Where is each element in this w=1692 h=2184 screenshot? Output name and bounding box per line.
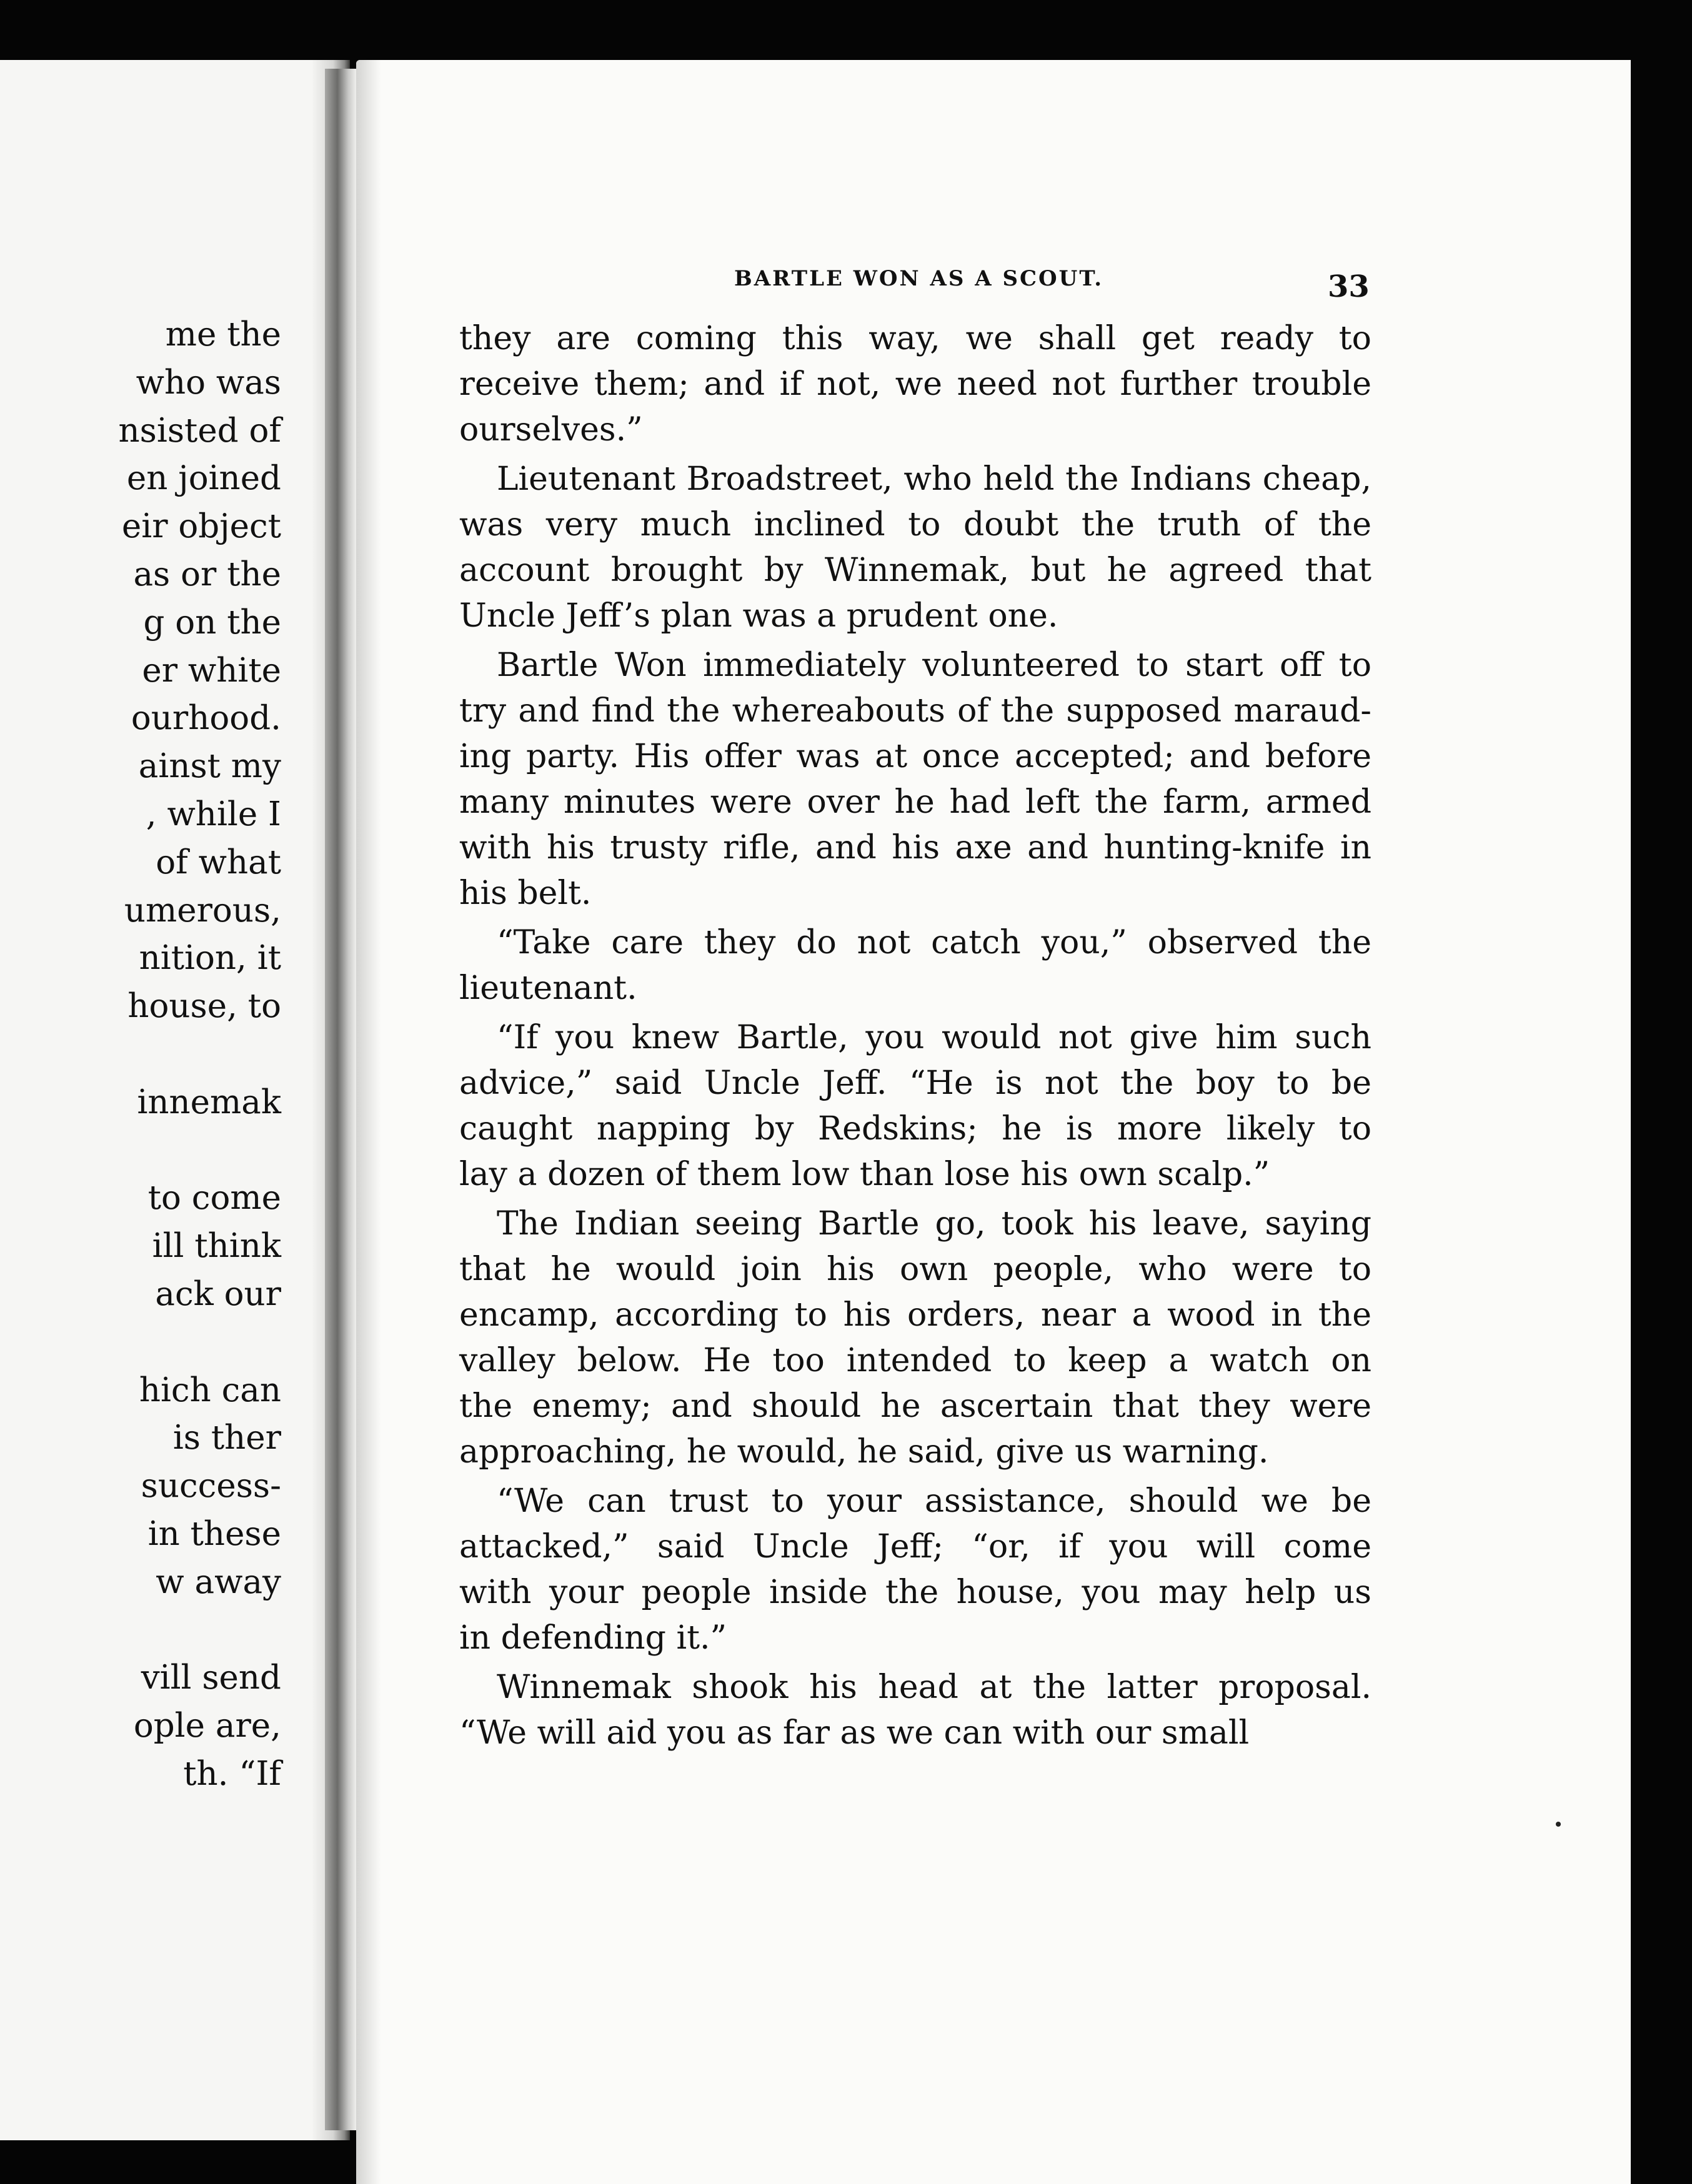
previous-page-line: who was bbox=[136, 363, 281, 402]
previous-page-line: house, to bbox=[127, 987, 281, 1026]
paragraph bbox=[459, 457, 1371, 639]
text-line: advice,” said Uncle Jeff. “He is not the boy to be bbox=[459, 1065, 1371, 1102]
previous-page bbox=[0, 60, 350, 2140]
text-line: was very much inclined to doubt the truth of the bbox=[459, 506, 1371, 544]
text-line: Bartle Won immediately volunteered to start off to bbox=[497, 647, 1371, 684]
text-line: attacked,” said Uncle Jeff; “or, if you will come bbox=[459, 1528, 1371, 1566]
text-line: receive them; and if not, we need not further trouble bbox=[459, 365, 1371, 403]
text-line: many minutes were over he had left the farm, armed bbox=[459, 783, 1371, 821]
previous-page-line: of what bbox=[156, 843, 281, 881]
page-number: 33 bbox=[1328, 269, 1370, 304]
previous-page-line: ainst my bbox=[138, 747, 281, 786]
text-line: with your people inside the house, you may help us bbox=[459, 1574, 1371, 1611]
previous-page-line: er white bbox=[142, 651, 281, 690]
previous-page-line: hich can bbox=[139, 1371, 281, 1409]
text-line: with his trusty rifle, and his axe and hunting-knife in bbox=[459, 829, 1371, 866]
paragraph-gap bbox=[459, 1756, 1371, 1760]
text-line: they are coming this way, we shall get ready to bbox=[459, 320, 1371, 357]
text-line: Winnemak shook his head at the latter proposal. bbox=[497, 1669, 1371, 1706]
text-line: encamp, according to his orders, near a wood in the bbox=[459, 1296, 1371, 1334]
previous-page-line: eir object bbox=[121, 507, 281, 546]
previous-page-line: ack our bbox=[155, 1275, 281, 1313]
previous-page-line: nition, it bbox=[139, 939, 281, 978]
previous-page-line: as or the bbox=[133, 555, 281, 593]
text-line: The Indian seeing Bartle go, took his leave, saying bbox=[497, 1205, 1371, 1243]
book-spine bbox=[325, 69, 356, 2130]
text-line: “Take care they do not catch you,” observed the bbox=[497, 924, 1371, 961]
paragraph bbox=[459, 316, 1371, 453]
scan-speck bbox=[1556, 1822, 1561, 1827]
text-line: that he would join his own people, who were to bbox=[459, 1251, 1371, 1288]
paragraph bbox=[459, 643, 1371, 916]
previous-page-line: nsisted of bbox=[118, 411, 281, 450]
running-head: BARTLE WON AS A SCOUT. bbox=[734, 266, 1104, 291]
paragraph bbox=[459, 920, 1371, 1011]
page-body-text bbox=[459, 316, 1371, 1760]
text-line: “We can trust to your assistance, should we be bbox=[497, 1482, 1371, 1520]
text-line: approaching, he would, he said, give us warning. bbox=[459, 1433, 1269, 1471]
text-line: lay a dozen of them low than lose his own scalp.” bbox=[459, 1156, 1270, 1193]
text-line: Lieutenant Broadstreet, who held the Indians cheap, bbox=[497, 460, 1371, 498]
text-line: account brought by Winnemak, but he agreed that bbox=[459, 552, 1371, 589]
text-line: ing party. His offer was at once accepted; and before bbox=[459, 738, 1371, 775]
current-page bbox=[356, 60, 1631, 2184]
previous-page-line: g on the bbox=[143, 603, 281, 642]
text-line: lieutenant. bbox=[459, 970, 637, 1007]
previous-page-line: w away bbox=[156, 1562, 281, 1601]
previous-page-line: success- bbox=[141, 1467, 281, 1506]
previous-page-line: ill think bbox=[152, 1227, 281, 1266]
previous-page-line: ourhood. bbox=[131, 699, 281, 738]
previous-page-line: th. “If bbox=[183, 1755, 281, 1793]
previous-page-line: , while I bbox=[146, 795, 281, 833]
previous-page-line: en joined bbox=[126, 459, 281, 498]
previous-page-line: to come bbox=[147, 1179, 281, 1218]
previous-page-line: innemak bbox=[137, 1083, 281, 1121]
paragraph bbox=[459, 1665, 1371, 1756]
previous-page-line: is ther bbox=[172, 1419, 281, 1457]
text-line: his belt. bbox=[459, 875, 592, 912]
text-line: ourselves.” bbox=[459, 411, 643, 449]
text-line: Uncle Jeff’s plan was a prudent one. bbox=[459, 597, 1058, 635]
text-line: try and find the whereabouts of the supposed maraud- bbox=[459, 692, 1371, 730]
previous-page-line: ople are, bbox=[133, 1707, 281, 1745]
text-line: “If you knew Bartle, you would not give him such bbox=[497, 1019, 1371, 1056]
text-line: caught napping by Redskins; he is more likely to bbox=[459, 1110, 1371, 1148]
previous-page-line: in these bbox=[147, 1515, 281, 1553]
paragraph bbox=[459, 1015, 1371, 1198]
text-line: “We will aid you as far as we can with our small bbox=[459, 1714, 1250, 1752]
previous-page-line: vill send bbox=[141, 1659, 281, 1697]
text-line: valley below. He too intended to keep a watch on bbox=[459, 1342, 1371, 1379]
page-edge-shade bbox=[356, 60, 381, 2184]
text-line: the enemy; and should he ascertain that they were bbox=[459, 1387, 1371, 1425]
paragraph bbox=[459, 1201, 1371, 1475]
text-line: in defending it.” bbox=[459, 1619, 727, 1657]
previous-page-line: me the bbox=[165, 315, 281, 354]
previous-page-line: umerous, bbox=[124, 891, 281, 930]
paragraph bbox=[459, 1479, 1371, 1661]
